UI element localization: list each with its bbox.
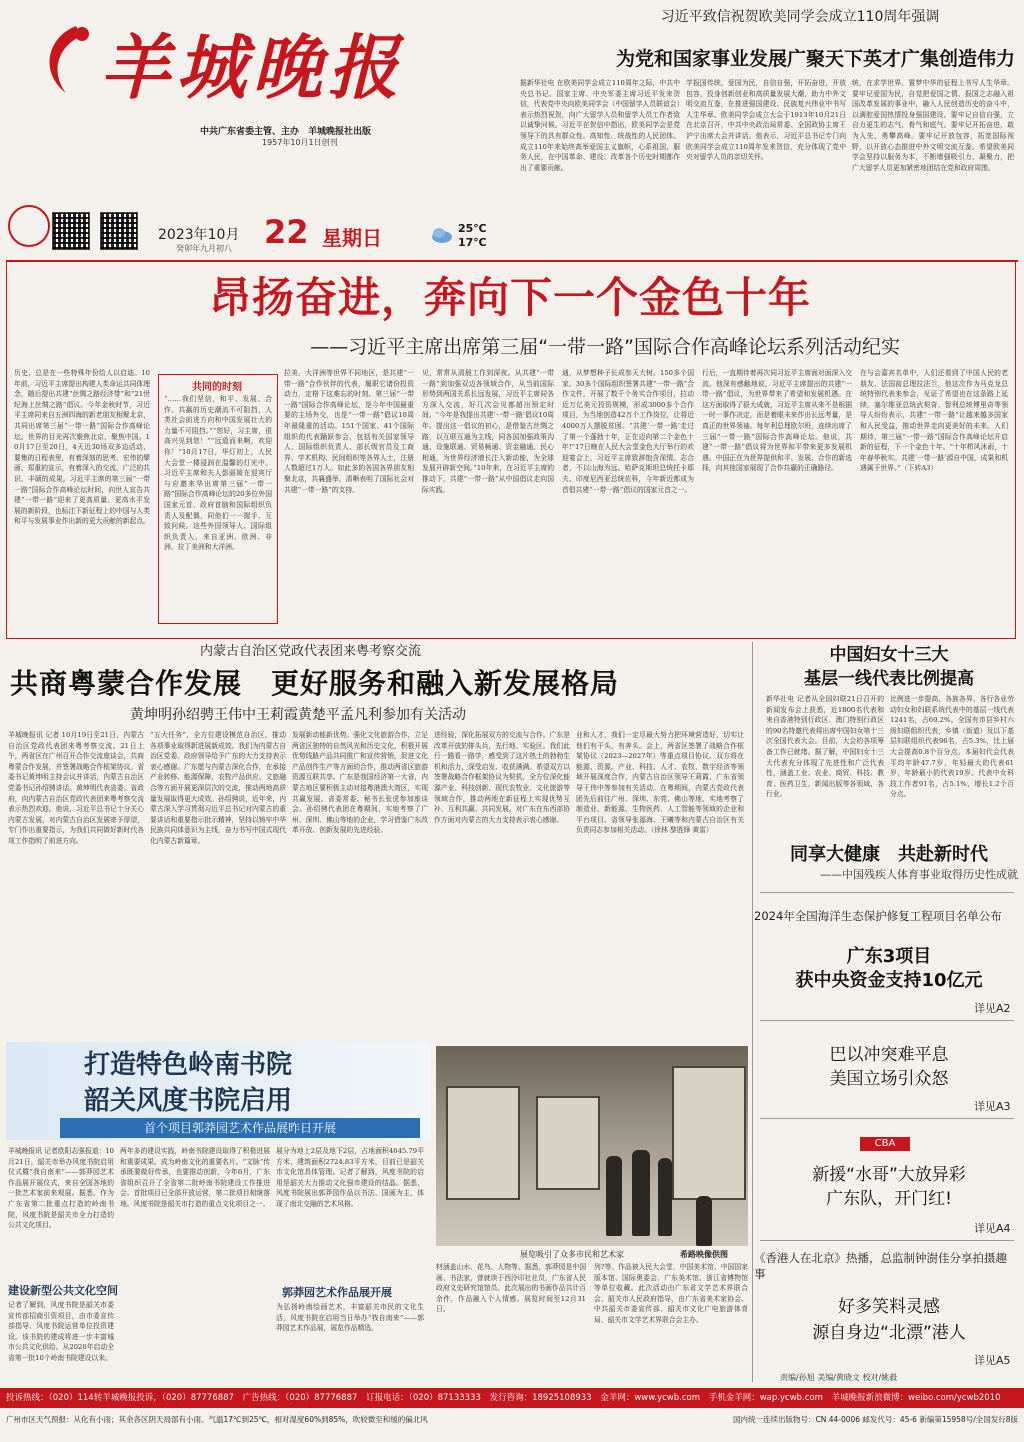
marine-headline-2: 获中央资金支持10亿元 — [795, 970, 983, 991]
library-headline-1: 打造特色岭南书院 — [84, 1050, 293, 1080]
top-story-col2: 学报国传统，爱国为民，自信自强，开拓奋进，开放包容，投身创新创业和高质量发展大潮，助力中外文明交流互鉴，在推进强国建设、民族复兴伟业中书写人生华章。欧美同学会成立大会于1913年10月21日在北京召开，中共中央政治局常委、全国政协主席王沪宁出席大会并讲话。他表示，习近平总书记专门向欧美同学会成立110周年发来贺信，充分体现了党中央对留学人员的亲切关怀。 — [686, 79, 846, 162]
mongolia-col1: 羊城晚报讯 记者 10月19日至21日，内蒙古自治区党政代表团来粤考察交流。21日上午，两省区在广州召开合作交流座谈会，共商粤蒙合作发展，并签署战略合作框架协议。省委书记黄坤明主持会议并讲话，内蒙古自治区党委书记孙绍骋讲话。黄坤明代表省委、省政府，向内蒙古自治区党政代表团来粤考察交流表示热烈欢迎。他说，习近平总书记十分关心内蒙古发展，对内蒙古自治区发展寄予厚望，专门作出重要指示，为我们共同做好新时代各项工作指明了前进方向。 — [8, 731, 144, 845]
footer-ad-value: （020）87776887 — [285, 1393, 358, 1403]
divider-4 — [760, 1240, 1014, 1241]
mongolia-col2: “五大任务”，全方位建设模范自治区，推动各项事业取得新进展新成效。我们为内蒙古自治区党委、政府领导给予广东的大力支持表示衷心感谢。广东愿与内蒙古深化合作，在承接产业转移、能源保障、农牧产品供应、文旅融合等方面开展更深层次的交流，推动两地高质量发展取得更大成效。孙绍骋说，近年来，内蒙古深入学习贯彻习近平总书记对内蒙古的重要讲话和重要指示批示精神，坚持以铸牢中华民族共同体意识为主线，奋力书写中国式现代化内蒙古新篇章。 — [150, 731, 286, 845]
masthead-org-line: 中共广东省委主管、主办 羊城晚报社出版 — [200, 127, 372, 137]
women-col2: 比例进一步提高，各族各界、各行各业劳动妇女和妇联系统代表中的基层一线代表1241名，占69.2%。全国有市县乡村六级妇联组织代表，乡镇（街道）及以下基层妇联组织代表96名，占5.3%，比上届大会提高0.8个百分点。本届妇代会代表平均年龄47.7岁，年轻最大的代表61岁，年龄最小的代表19岁。代表中女科技工作者91名，占5.1%，增长1.2个百分点。 — [890, 695, 1014, 799]
footer-codes: 国内统一连续出版物号：CN 44-0006 邮发代号：45-6 新编第15958号/全国发行8版 — [732, 1415, 1018, 1424]
library-headline-2: 韶关风度书院启用 — [84, 1086, 293, 1116]
lead-col7: 在与会嘉宾名单中，人们还看到了中国人民的老朋友、法国前总理拉法兰，他这次作为马克龙总统特别代表来参会，见证了希望也在这条路上延续。塞尔维亚总统武契奇、智利总统博里奇等领导人纷纷表示，共建“一带一路”让越来越多国家和人民受益，推动世界走向更美好的未来。人们期待，第三届“一带一路”国际合作高峰论坛开启新的征程，下一个金色十年。“十年栉风沐雨，十年春华秋实。共建‘一带一路’源自中国，成果和机遇属于世界。”（下转A3） — [860, 369, 1008, 473]
mongolia-col5: 业和人才，我们一定尽最大努力把环境营造好，切实让他们有干头、有奔头。会上，两省区签署了战略合作框架协议（2023—2027年）等重点项目协议。双方将在能源、资源、产业、科技、人才、农牧、数字经济等领域开展深度合作，内蒙古自治区领导王莉霞、广东省领导王伟中等参加有关活动。在粤期间，内蒙古党政代表团先后前往广州、深圳、东莞、佛山等地，实地考察了制造业、新能源、生物医药、人工智能等领域的企业和平台项目。省领导张福海、王曦等和内蒙古自治区有关负责同志参加相关活动。（徐林 黎胜锋 黄雷） — [576, 731, 744, 835]
lead-col4: 见，常常从清晨工作到深夜。从共建“一带一路”到加强双边各领域合作，从当前国际形势到两国关系长远发展，习近平主席同各方深入交流，好几次会见都超出预定时间。“今年是我提出共建‘一带一路’倡议10周年。提出这一倡议的初心，是借鉴古丝绸之路，以互联互通为主线，同各国加强政策沟通、设施联通、贸易畅通、资金融通、民心相通，为世界经济增长注入新动能，为全球发展开辟新空间。”10年来，在习近平主席的推动下，共建“一带一路”从中国倡议走向国际实践。 — [422, 369, 554, 494]
lead-headline: 昂扬奋进，奔向下一个金色十年 — [208, 273, 811, 322]
divider-3 — [760, 1118, 1014, 1119]
top-story-col3: 统，在求学世界、置梦中华的征程上书写人生华章。要牢记爱国为民，自觉把爱国之情、报国之志融入祖国改革发展的事业中，融入人民创造历史的奋斗中，以满腔爱国热情投身强国建设。要牢记自信自强，立自力更生的志气、骨气和底气。要牢记开拓奋进，敢为人先，勇攀高峰。要牢记开放包容，拓宽国际视野，以开放心态推进中外文明交流互鉴。希望欧美同学会坚持以服务为本，不断增强吸引力、凝聚力，把广大留学人员更加紧密地团结在党和政府周围。 — [852, 79, 1014, 172]
lead-sidebar-title: 共同的时刻 — [192, 382, 242, 393]
palestine-headline-2: 美国立场引众怒 — [829, 1069, 949, 1089]
footer-bar — [0, 1388, 1024, 1408]
temp-high: 25℃ — [458, 222, 487, 235]
visitor-figure-1 — [606, 1156, 622, 1236]
seal-icon — [8, 205, 50, 247]
qr-code-2[interactable] — [100, 212, 138, 250]
library-col1-sub: 建设新型公共文化空间 — [8, 1284, 118, 1297]
footer-weibo-label: 羊城晚报新浪微博： — [831, 1393, 909, 1403]
footer-web-value: www.ycwb.com — [634, 1393, 701, 1403]
footer-issue-label: 发行咨询： — [489, 1393, 533, 1403]
footer-web-label: 金羊网： — [600, 1393, 635, 1403]
top-story-headline: 为党和国家事业发展广聚天下英才广集创造伟力 — [615, 48, 1015, 70]
lead-col3: 拉美、大洋洲等世界不同地区，是共建“一带一路”合作伙伴的代表，履职它诸份投资动力，定格下这难忘的时刻。第三届“一带一路”国际合作高峰论坛，是今年中国最重要的主场外交，也是“一带一路”倡议10周年最隆重的活动。151个国家、41个国际组织的代表踊跃参会，包括有关国家领导人、国际组织负责人、部长级官员及工商界、学术机构、民间组织等各界人士，注册人数超过1万人。如此多的各国各界朋友相聚北京，共襄盛举，清晰表明了国际社会对共建“一带一路”的支持。 — [284, 369, 414, 494]
date-weekday: 星期日 — [322, 226, 382, 250]
date-label: 2023年10月 — [158, 227, 240, 243]
footer-mobile-value: wap.ycwb.com — [759, 1393, 823, 1403]
photo-credit: 希路映像供图 — [680, 1250, 728, 1259]
cba-tag: CBA — [860, 1137, 910, 1151]
footer-hotline-label: 投诉热线： — [6, 1393, 49, 1403]
masthead-founded-line: 1957年10月1日创刊 — [262, 138, 338, 147]
lunar-date: 癸卯年九月初八 — [176, 244, 232, 253]
painting-frame-1 — [446, 1086, 520, 1200]
mongolia-kicker: 内蒙古自治区党政代表团来粤考察交流 — [200, 644, 422, 659]
disabled-headline: 同享大健康 共赴新时代 — [790, 844, 988, 865]
visitor-figure-2 — [632, 1150, 650, 1236]
cba-headline-2: 广东队，开门红! — [826, 1189, 952, 1209]
film-see-link[interactable]: 详见A5 — [974, 1354, 1011, 1367]
footer-weibo-value: weibo.com/ycwb2010 — [908, 1393, 1001, 1403]
photo-caption: 展览吸引了众多市民和艺术家 — [520, 1250, 624, 1259]
footer-mobile[interactable] — [709, 1393, 823, 1403]
footer-ad[interactable] — [243, 1393, 358, 1403]
footer-subscribe-label: 订报电话： — [366, 1393, 409, 1403]
footer-weather: 广州市区天气预报：从化有小雨；其余各区阴天局部有小雨。气温17℃到25℃，相对湿度60%到85%，吹较微至和缓的偏北风 — [6, 1415, 428, 1424]
temp-low: 17℃ — [458, 236, 487, 249]
footer-subscribe[interactable] — [366, 1393, 481, 1403]
mongolia-subhead: 黄坤明孙绍骋王伟中王莉霞黄楚平孟凡利参加有关活动 — [130, 707, 466, 723]
women-headline-1: 中国妇女十三大 — [829, 645, 949, 665]
visitor-figure-3 — [658, 1158, 672, 1236]
library-col3: 展分为地上2层及地下2层，占地面积4645.79平方米，建筑面积2724.83平方米，目前已是韶关市文化馆具体管理。记者了解到，风度书院的启用是韶关大力推动文化强市建设的结晶。据悉，风度书院展出郭莽园作品以书法、国画为主，体现了南北交融的艺术风格。 — [276, 1147, 424, 1208]
exhibition-photo — [436, 1046, 748, 1246]
film-headline-2: 源自身边“北漂”港人 — [812, 1323, 966, 1343]
library-col5: 列?等。作品被人民大会堂、中国美术馆、中国国家版本馆、国际奥委会、广东美术馆、浙江省博物馆等单位收藏。此次活动由广东省文学艺术界联合会、韶关市人民政府指导，由广东省美术家协会、中共韶关市委宣传部、韶关市文化广电旅游体育局、韶关市文学艺术界联合会主办。 — [594, 1263, 748, 1324]
footer-subscribe-value: （020）87133333 — [408, 1393, 481, 1403]
lead-col2: “……我们坚信，和平、发展、合作、共赢的历史潮流不可阻挡，人类社会前进方向和中国发展壮大的力量不可阻挡。”“您好，习主席，很高兴见到您！”“远道而来啊，欢迎你！”10月17日，华灯初上，人民大会堂一楼浸润在温馨的灯光中。习近平主席和夫人彭丽媛在迎宾厅与应邀来华出席第三届“一带一路”国际合作高峰论坛的20多位外国国家元首、政府首脑和国际组织负责人及配偶，同他们一一握手、互致问候。这些外国领导人、国际组织负责人，来自亚洲、欧洲、非洲、拉丁美洲和大洋洲。 — [164, 395, 272, 552]
library-banner: 首个项目郭莽园艺术作品展昨日开展 — [60, 1118, 420, 1138]
right-column-divider — [752, 642, 753, 1382]
mongolia-col4: 进经验，深化拓展双方的交流与合作。广东是改革开放的排头兵，先行地、实验区。我们此行一路看一路学，感受到了这片热土的勃勃生机和活力，深受启发、收获满满。希望双方以签署战略合作框架协议为契机，全方位深化能源产业、科技创新、现代农牧业、文化旅游等领域合作，推动两地在新征程上实现优势互补、互利共赢、共同发展。对广东在东西部协作方面对内蒙古的大力支持表示衷心感谢。 — [434, 731, 570, 824]
library-col3b: 为弘扬岭南绘画艺术，丰富韶关市民的文化生活，风度书院在启用当日举办“我自南来”——郭莽园艺术作品展，展览作品精选。 — [276, 1303, 424, 1333]
marine-see-link[interactable]: 详见A2 — [974, 1002, 1011, 1015]
women-headline-2: 基层一线代表比例提高 — [804, 669, 974, 689]
disabled-subhead: ——中国残疾人体育事业取得历史性成就 — [820, 868, 1018, 881]
palestine-see-link[interactable]: 详见A3 — [974, 1100, 1011, 1113]
library-col3-sub: 郭莽园艺术作品展开展 — [282, 1286, 392, 1299]
editors-line: 责编/孙旭 美编/黄晓文 校对/姚毅 — [780, 1373, 898, 1382]
mongolia-col3: 发展新动能新优势。强化文化旅游合作，立足两省区独特的自然风光和历史文化，积极开展优势线路产品共同推广和宣传营销，促进文化产品创作生产等方面的合作，推动两省区旅游资源互联共享。广东是我国经济第一大省，内蒙古地区要积极主动对接粤港澳大湾区，实现共赢发展。省委常委、秘书长张虎参加座谈会。孙绍骋代表团在粤期间，实地考察了广州、深圳、佛山等地的企业，学习借鉴广东改革开放、创新发展的先进经验。 — [292, 731, 428, 835]
palestine-headline-1: 巴以冲突难平息 — [829, 1045, 949, 1065]
mongolia-headline: 共商粤蒙合作发展 更好服务和融入新发展格局 — [10, 667, 620, 700]
footer-issue[interactable] — [490, 1393, 592, 1403]
footer-issue-value: 18925108933 — [532, 1393, 592, 1403]
footer-mobile-label: 手机金羊网： — [708, 1393, 760, 1403]
marine-kicker: 2024年全国海洋生态保护修复工程项目名单公布 — [754, 909, 1002, 923]
film-headline-1: 好多笑料灵感 — [838, 1297, 940, 1317]
painting-frame-3 — [672, 1066, 746, 1200]
film-kicker: 《香港人在北京》热播，总监制钟澍佳分享拍摄趣事 — [754, 1251, 1007, 1281]
footer-hotline[interactable] — [6, 1393, 234, 1403]
painting-frame-2 — [536, 1096, 600, 1190]
divider-2 — [760, 1020, 1014, 1021]
divider-1 — [760, 892, 1014, 893]
library-col4: 材涵盖山水、花鸟、人物等。据悉，郭莽园是中国画、书法家，曾就读于西泠印社社员，广东省人民政府文史研究馆馆员。此次展出的书画作品共计百余件，作品融入个人情感。展览时间至12月31日。 — [436, 1263, 586, 1314]
top-story-kicker: 习近平致信祝贺欧美同学会成立110周年强调 — [660, 9, 940, 25]
footer-hotline-value: （020）114转羊城晚报投诉，（020）87776887 — [48, 1393, 234, 1403]
women-col1: 新华社电 记者从全国妇联21日召开的新闻发布会上获悉，近1800名代表和来自香港特别行政区、澳门特别行政区的90名特邀代表将出席中国妇女第十三次全国代表大会。目前，大会的各项筹备工作已就绪。据了解，中国妇女十三大代表充分体现了先进性和广泛代表性，涵盖工业、农业、商贸、科技、教育、医药卫生、新闻出版等各领域、各行业。 — [766, 695, 884, 799]
library-col1b: 记者了解到，风度书院是韶关市委宣传部招商引资项目，由市委宣传部指导、风度书院运营单位投资建设。该书院的建成将进一步丰富城市公共文化供给。从2020年启动全省第一批10个岭南书院建设以来。 — [8, 1301, 114, 1362]
footer-web[interactable] — [600, 1393, 700, 1403]
library-col1: 羊城晚报讯 记者欧阳志强报道：10月21日，韶关市举办风度书院启用仪式暨“我自南来”——郭莽园艺术作品展开展仪式，来自全国各地的一批艺术家前来观展。据悉，作为广东省第二批重点打造的岭南书院，风度书院是韶关市全力打造的公共文化项目。 — [8, 1147, 114, 1230]
cba-headline-1: 新援“水哥”大放异彩 — [812, 1165, 966, 1185]
library-col2: 两年多的建设实践，岭南书院建设取得了积极进展和重要成果。成为岭南文化的重要名片。“文脉”传承既要做好传承，也要推动创新，今年6月，广东省组织召开了全省第二批岭南书院建设工作推进会。首批项目已全部开放运营，第二批项目相继落地。风度书院是韶关市打造的重点文化项目之一。 — [120, 1147, 270, 1208]
logo-text: 羊城晚报 — [100, 26, 404, 109]
qr-code-1[interactable] — [52, 212, 90, 250]
footer-weibo[interactable] — [832, 1393, 1001, 1403]
weather-cloud-icon — [430, 226, 454, 250]
visitor-figure-4 — [696, 1196, 712, 1246]
lead-subhead: ——习近平主席出席第三届“一带一路”国际合作高峰论坛系列活动纪实 — [310, 336, 900, 358]
lead-col1: 历史，总是在一些特殊年份给人以启迪。10年前，习近平主席提出构建人类命运共同体理念，随后提出共建“丝绸之路经济带”和“21世纪海上丝绸之路”倡议。今年金秋时节，习近平主席同来自五洲四海的新老朋友相聚北京，共同出席第三届“一带一路”国际合作高峰论坛。世界的目光再次聚焦北京，聚焦中国。10月17日至20日，4天近30场双多边活动，要集的日程表里，有着深刻的思考、宏伟的擘画、郑重的宣示，有着深入的交流、广泛的共识、丰硕的成果。习近平主席的第三届“一带一路”国际合作高峰论坛时间，向世人宣告共建“一带一路”迎来了更高质量、更高水平发展的新阶段，也标注下新征程上的中国与人类和平与发展事业作出新的更大贡献的新起点。 — [14, 369, 150, 526]
top-story-col1: 据新华社电 在欧美同学会成立110周年之际，中共中央总书记、国家主席、中央军委主席习近平发来贺信，代表党中央向欧美同学会（中国留学人员联谊会）表示热烈祝贺，向广大留学人员和留学人员工作者致以诚挚问候。习近平在贺信中指出，欧美同学会是党领导下的具有群众性、高知性、统战性的人民团体。成立110年来始终高举爱国主义旗帜，心系祖国，服务人民，在中国革命、建设、改革各个历史时期都作出了重要贡献。 — [520, 79, 680, 172]
logo-swirl-icon — [36, 18, 108, 118]
date-day: 22 — [264, 213, 309, 251]
lead-col5: 通，从梦想种子长成参天大树。150多个国家、30多个国际组织签署共建“一带一路”合作文件，开展了数千个务实合作项目，拉动近万亿美元投资规模，形成3000多个合作项目，为当地创造42万个工作岗位，让将近4000万人摆脱贫困。“共建‘一带一路’走过了第一个蓬勃十年，正在迈向第二个金色十年!”17日晚在人民大会堂金色大厅举行的欢迎宴会上，习近平主席致辞饱含深情。志合者，不以山海为远。哈萨克斯坦总统托卡耶夫、印度尼西亚总统佐科，今年新近都成为首倡共建“一带一路”倡议的国家元首之一。 — [562, 369, 694, 494]
marine-headline-1: 广东3项目 — [846, 946, 932, 967]
masthead-logo — [36, 18, 506, 118]
lead-col6: 行后，一直期待着再次同习近平主席面对面深入交流。他深有感触地说，习近平主席提出的共建“一带一路”倡议，为世界带来了希望和发展机遇。在这方面取得了很大成就，习近平主席从来不是根据一时一事作决定，而是着眼未来作出长远考量，是真正的世界领袖。每年利总理欧尔班，连续出席了三届“一带一路”国际合作高峰论坛。他说，共建“一带一路”倡议将为世界和平带来更多发展机遇。中国正在为世界提供和平、发展、合作的新选择，向其他国家展现了合作共赢的正确路径。 — [702, 369, 852, 473]
cba-see-link[interactable]: 详见A4 — [974, 1222, 1011, 1235]
footer-ad-label: 广告热线： — [242, 1393, 286, 1403]
